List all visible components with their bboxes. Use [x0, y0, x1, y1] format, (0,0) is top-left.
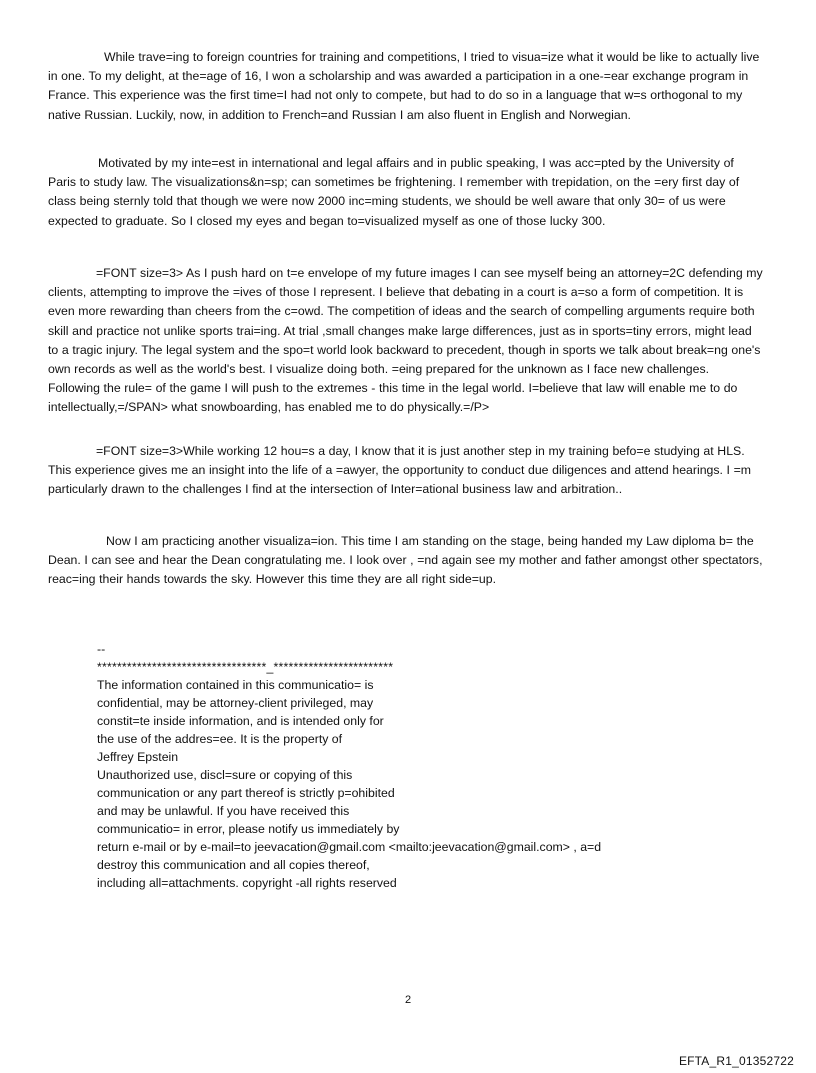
paragraph-text: While trave=ing to foreign countries for training and competitions, I tried to visua=ize what it would be like to actually live in one. To my delight, at the=age of 16, I won a scholarship and was awarded a participation in a one-=ear exchange program in France. This experience was the first time=I had not only to compete, but had to do so in a language that w=s orthogonal to my native Russian. Luckily, now, in addition to French=and Russian I am also fluent in English and Norwegian. [48, 50, 760, 122]
paragraph-text: Motivated by my inte=est in international and legal affairs and in public speaking, I was acc=pted by the University of Paris to study law. The visualizations&n=sp; can sometimes be frightening. I remember with trepidation, on the =ery first day of class being sternly told that though we were now 2000 inc=ming students, we should be well aware that only 30= of us were expected to graduate. So I closed my eyes and began to=visualized myself as one of those lucky 300. [48, 156, 740, 228]
disclaimer-line: including all=attachments. copyright -all rights reserved [97, 876, 397, 890]
disclaimer-line: Unauthorized use, discl=sure or copying of this [97, 768, 353, 782]
paragraph-training-abroad [48, 48, 764, 125]
disclaimer-line: Jeffrey Epstein [97, 750, 179, 764]
paragraph-future-attorney [48, 264, 764, 418]
disclaimer-line: The information contained in this communicatio= is [97, 678, 374, 692]
disclaimer-line: constit=te inside information, and is intended only for [97, 714, 384, 728]
paragraph-text: Now I am practicing another visualiza=ion. This time I am standing on the stage, being handed my Law diploma b= the Dean. I can see and hear the Dean congratulating me. I look over , =nd again see my mother and father amongst other spectators, reac=ing their hands towards the sky. However this time they are all right side=up. [48, 534, 763, 587]
paragraph-text: =FONT size=3>While working 12 hou=s a day, I know that it is just another step in my training befo=e studying at HLS. This experience gives me an insight into the life of a =awyer, the opportunity to conduct due diligences and attend hearings. I =m particularly drawn to the challenges I find at the intersection of Inter=ational business law and arbitration.. [48, 444, 752, 497]
paragraph-text: =FONT size=3> As I push hard on t=e envelope of my future images I can see myself being an attorney=2C defending my clients, attempting to improve the =ives of those I represent. I believe that debating in a court is a=so a form of competition. It is even more rewarding than cheers from the c=owd. The competition of ideas and the search of compelling arguments require both skill and practice not unlike sports trai=ing. At trial ,small changes make large differences, just as in sports=tiny errors, might lead to a tragic injury. The legal system and the spo=t world look backward to precedent, though in sports we talk about break=ng one's own records as well as the world's best. I visualize doing both. =eing prepared for the unknown as I face new challenges. Following the rule= of the game I will push to the extremes - this time in the legal world. I=believe that law will enable me to do intellectually,=/SPAN> what snowboarding, has enabled me to do physically.=/P> [48, 266, 763, 415]
disclaimer-line: destroy this communication and all copies thereof, [97, 858, 370, 872]
confidentiality-footer [97, 640, 737, 892]
disclaimer-line: the use of the addres=ee. It is the property of [97, 732, 343, 746]
disclaimer-email-line: return e-mail or by e-mail=to jeevacation@gmail.com <mailto:jeevacation@gmail.com> , a=d [97, 840, 602, 854]
document-id: EFTA_R1_01352722 [678, 1054, 794, 1068]
disclaimer-line: communicatio= in error, please notify us immediately by [97, 822, 400, 836]
paragraph-working-hours [48, 442, 764, 500]
disclaimer-line: communication or any part thereof is strictly p=ohibited [97, 786, 395, 800]
signature-dashes: -- [97, 642, 106, 656]
disclaimer-line: and may be unlawful. If you have received this [97, 804, 350, 818]
paragraph-law-school [48, 154, 764, 231]
page-number: 2 [404, 994, 412, 1006]
asterisk-separator: **********************************_************************ [97, 660, 394, 674]
paragraph-visualization [48, 532, 764, 590]
disclaimer-line: confidential, may be attorney-client privileged, may [97, 696, 374, 710]
